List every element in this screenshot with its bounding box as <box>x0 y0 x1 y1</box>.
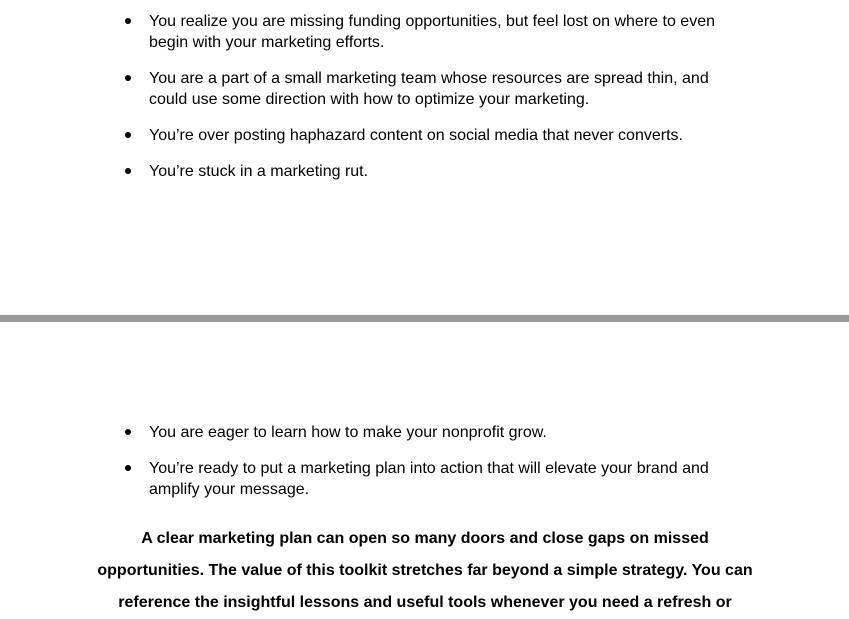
list-item-text: You’re ready to put a marketing plan into action that will elevate your brand and amplify your message. <box>149 460 709 498</box>
bullet-icon <box>125 75 131 81</box>
list-item <box>125 125 725 146</box>
list-item <box>125 422 725 443</box>
bullet-icon <box>125 18 131 24</box>
bullet-icon <box>125 168 131 174</box>
bullet-icon <box>125 132 131 138</box>
list-item-text: You are a part of a small marketing team whose resources are spread thin, and could use some direction with how to optimize your marketing. <box>149 70 709 108</box>
bullet-list-top <box>125 11 725 182</box>
bold-paragraph: A clear marketing plan can open so many doors and close gaps on missed opportunities. The value of this toolkit stretches far beyond a simple strategy. You can reference the insightful lessons and useful tools whenever you need a refresh or <box>97 530 753 611</box>
bullet-icon <box>125 429 131 435</box>
list-item-text: You realize you are missing funding opportunities, but feel lost on where to even begin with your marketing efforts. <box>149 13 715 51</box>
list-item-text: You are eager to learn how to make your nonprofit grow. <box>149 424 547 441</box>
list-item-text: You’re over posting haphazard content on social media that never converts. <box>149 127 683 144</box>
list-item-text: You’re stuck in a marketing rut. <box>149 163 369 180</box>
bullet-list-bottom <box>125 422 725 500</box>
list-item <box>125 11 725 53</box>
list-item <box>125 68 725 110</box>
list-item <box>125 458 725 500</box>
bullet-icon <box>125 465 131 471</box>
page-separator <box>0 315 849 322</box>
document-page-bottom <box>0 322 849 610</box>
list-item <box>125 161 725 182</box>
